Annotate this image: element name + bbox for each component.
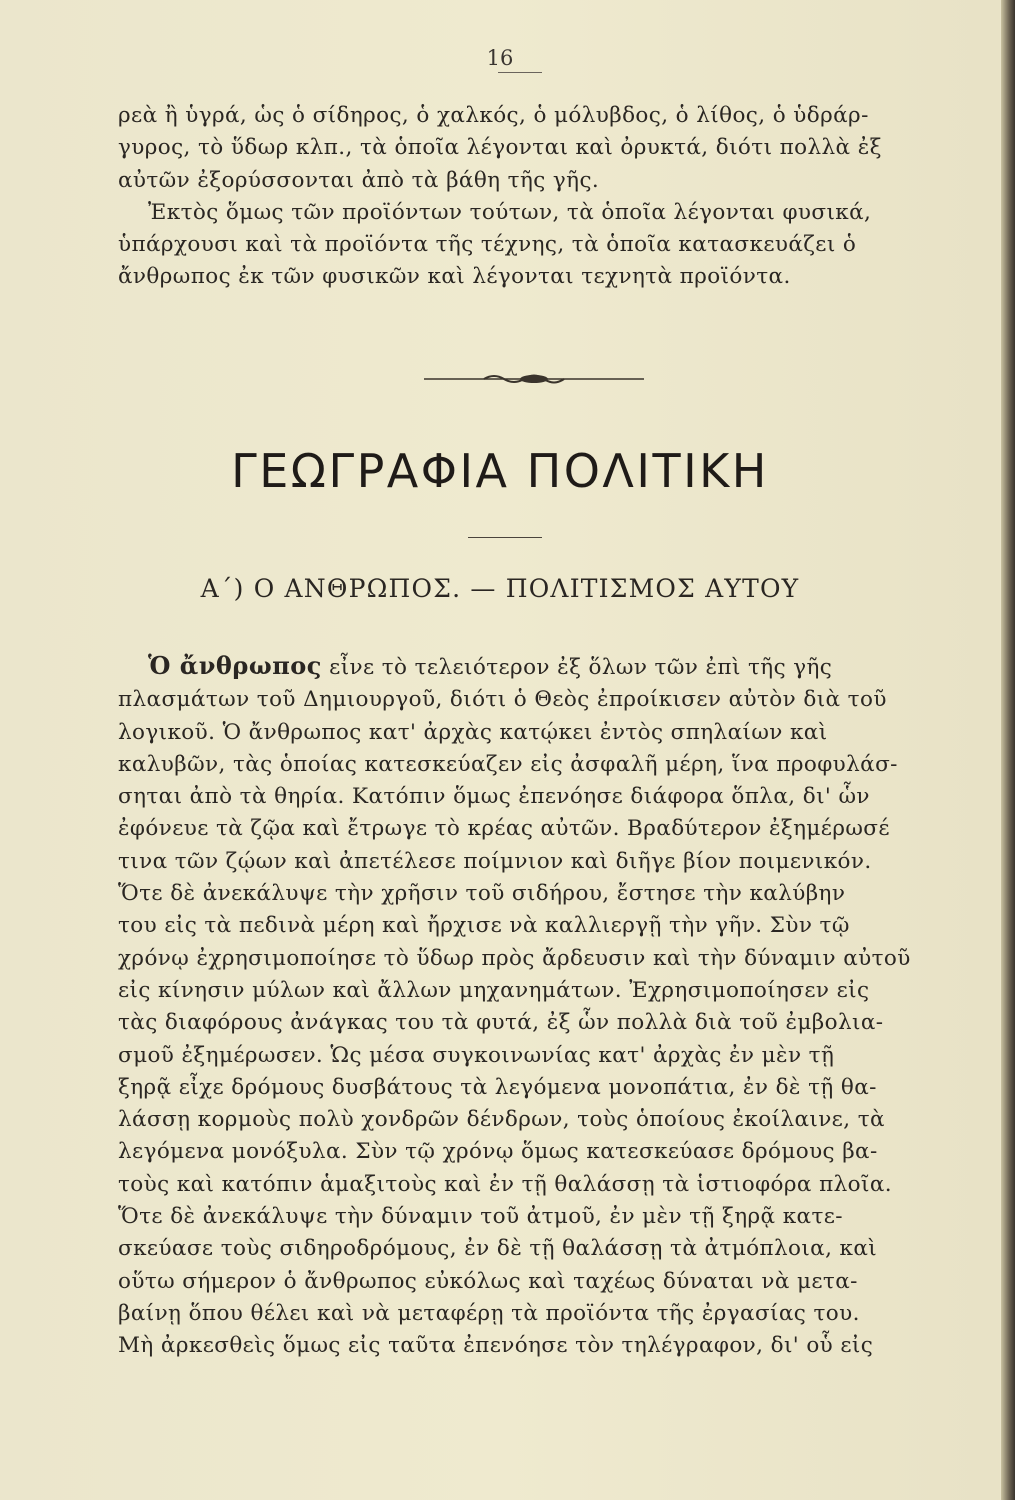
body-paragraph <box>118 650 950 1363</box>
body-line-21: βαίνῃ ὅπου θέλει καὶ νὰ μεταφέρῃ τὰ προϊόντα τῆς ἐργασίας του. <box>118 1300 860 1326</box>
body-line-1: Ὁ ἄνθρωπος εἶνε τὸ τελειότερον ἐξ ὅλων τῶν ἐπὶ τῆς γῆς <box>148 651 833 680</box>
ornamental-divider <box>424 364 644 394</box>
body-line-3: λογικοῦ. Ὁ ἄνθρωπος κατ' ἀρχὰς κατῴκει ἐντὸς σπηλαίων καὶ <box>118 719 828 745</box>
body-line-10: χρόνῳ ἐχρησιμοποίησε τὸ ὕδωρ πρὸς ἄρδευσιν καὶ τὴν δύναμιν αὐτοῦ <box>118 945 911 971</box>
intro-paragraph <box>118 100 950 294</box>
intro-para2-line-2: ὑπάρχουσι καὶ τὰ προϊόντα τῆς τέχνης, τὰ ὁποῖα κατασκευάζει ὁ <box>118 232 857 258</box>
body-line-7: τινα τῶν ζῴων καὶ ἀπετέλεσε ποίμνιον καὶ διῆγε βίον ποιμενικόν. <box>118 848 872 874</box>
body-line-2: πλασμάτων τοῦ Δημιουργοῦ, διότι ὁ Θεὸς ἐπροίκισεν αὐτὸν διὰ τοῦ <box>118 687 887 713</box>
body-line-4: καλυβῶν, τὰς ὁποίας κατεσκεύαζεν εἰς ἀσφαλῆ μέρη, ἵνα προφυλάσ- <box>118 751 898 777</box>
intro-line-1: ρεὰ ἢ ὑγρά, ὡς ὁ σίδηρος, ὁ χαλκός, ὁ μόλυβδος, ὁ λίθος, ὁ ὑδράρ- <box>118 103 869 128</box>
body-line-8: Ὅτε δὲ ἀνεκάλυψε τὴν χρῆσιν τοῦ σιδήρου, ἔστησε τὴν καλύβην <box>118 881 846 907</box>
body-line-17: τοὺς καὶ κατόπιν ἁμαξιτοὺς καὶ ἐν τῇ θαλάσσῃ τὰ ἱστιοφόρα πλοῖα. <box>118 1171 892 1197</box>
body-line-15: λάσσῃ κορμοὺς πολὺ χονδρῶν δένδρων, τοὺς ὁποίους ἐκοίλαινε, τὰ <box>118 1107 885 1133</box>
body-line-20: οὕτω σήμερον ὁ ἄνθρωπος εὐκόλως καὶ ταχέως δύναται νὰ μετα- <box>118 1268 858 1294</box>
body-line-9: του εἰς τὰ πεδινὰ μέρη καὶ ἤρχισε νὰ καλλιεργῇ τὴν γῆν. Σὺν τῷ <box>118 913 850 939</box>
body-line-13: σμοῦ ἐξημέρωσεν. Ὡς μέσα συγκοινωνίας κατ' ἀρχὰς ἐν μὲν τῇ <box>118 1042 835 1068</box>
body-line-6: ἐφόνευε τὰ ζῷα καὶ ἔτρωγε τὸ κρέας αὐτῶν. Βραδύτερον ἐξημέρωσέ <box>118 816 890 842</box>
chapter-heading: Α΄) Ο ΑΝΘΡΩΠΟΣ. — ΠΟΛΙΤΙΣΜΟΣ ΑΥΤΟΥ <box>200 574 800 603</box>
body-line-19: σκεύασε τοὺς σιδηροδρόμους, ἐν δὲ τῇ θαλάσσῃ τὰ ἀτμόπλοια, καὶ <box>118 1236 878 1262</box>
page-number: 16 <box>486 46 514 70</box>
body-line-5: σηται ἀπὸ τὰ θηρία. Κατόπιν ὅμως ἐπενόησε διάφορα ὅπλα, δι' ὧν <box>118 784 870 810</box>
body-line-16: λεγόμενα μονόξυλα. Σὺν τῷ χρόνῳ ὅμως κατεσκεύασε δρόμους βα- <box>118 1139 878 1165</box>
lead-word: Ὁ ἄνθρωπος <box>148 651 322 680</box>
body-line-14: ξηρᾷ εἶχε δρόμους δυσβάτους τὰ λεγόμενα μονοπάτια, ἐν δὲ τῇ θα- <box>118 1074 877 1100</box>
intro-line-3: αὐτῶν ἐξορύσσονται ἀπὸ τὰ βάθη τῆς γῆς. <box>118 167 600 193</box>
body-line-11: εἰς κίνησιν μύλων καὶ ἄλλων μηχανημάτων. Ἐχρησιμοποίησεν εἰς <box>118 977 870 1003</box>
page-edge-shadow <box>1001 0 1015 1500</box>
intro-line-2: γυρος, τὸ ὕδωρ κλπ., τὰ ὁποῖα λέγονται καὶ ὀρυκτά, διότι πολλὰ ἐξ <box>118 135 882 161</box>
body-line-18: Ὅτε δὲ ἀνεκάλυψε τὴν δύναμιν τοῦ ἀτμοῦ, ἐν μὲν τῇ ξηρᾷ κατε- <box>118 1204 843 1230</box>
body-line-12: τὰς διαφόρους ἀνάγκας του τὰ φυτά, ἐξ ὧν πολλὰ διὰ τοῦ ἐμβολια- <box>118 1010 884 1036</box>
section-title: ΓΕΩΓΡΑΦΙΑ ΠΟΛΙΤΙΚΗ <box>231 444 769 498</box>
title-rule <box>468 537 542 538</box>
page-number-rule <box>498 72 542 73</box>
intro-para2-line-3: ἄνθρωπος ἐκ τῶν φυσικῶν καὶ λέγονται τεχνητὰ προϊόντα. <box>118 264 791 290</box>
intro-para2-line-1: Ἐκτὸς ὅμως τῶν προϊόντων τούτων, τὰ ὁποῖα λέγονται φυσικά, <box>148 199 872 225</box>
body-line-22: Μὴ ἀρκεσθεὶς ὅμως εἰς ταῦτα ἐπενόησε τὸν τηλέγραφον, δι' οὗ εἰς <box>118 1333 874 1359</box>
